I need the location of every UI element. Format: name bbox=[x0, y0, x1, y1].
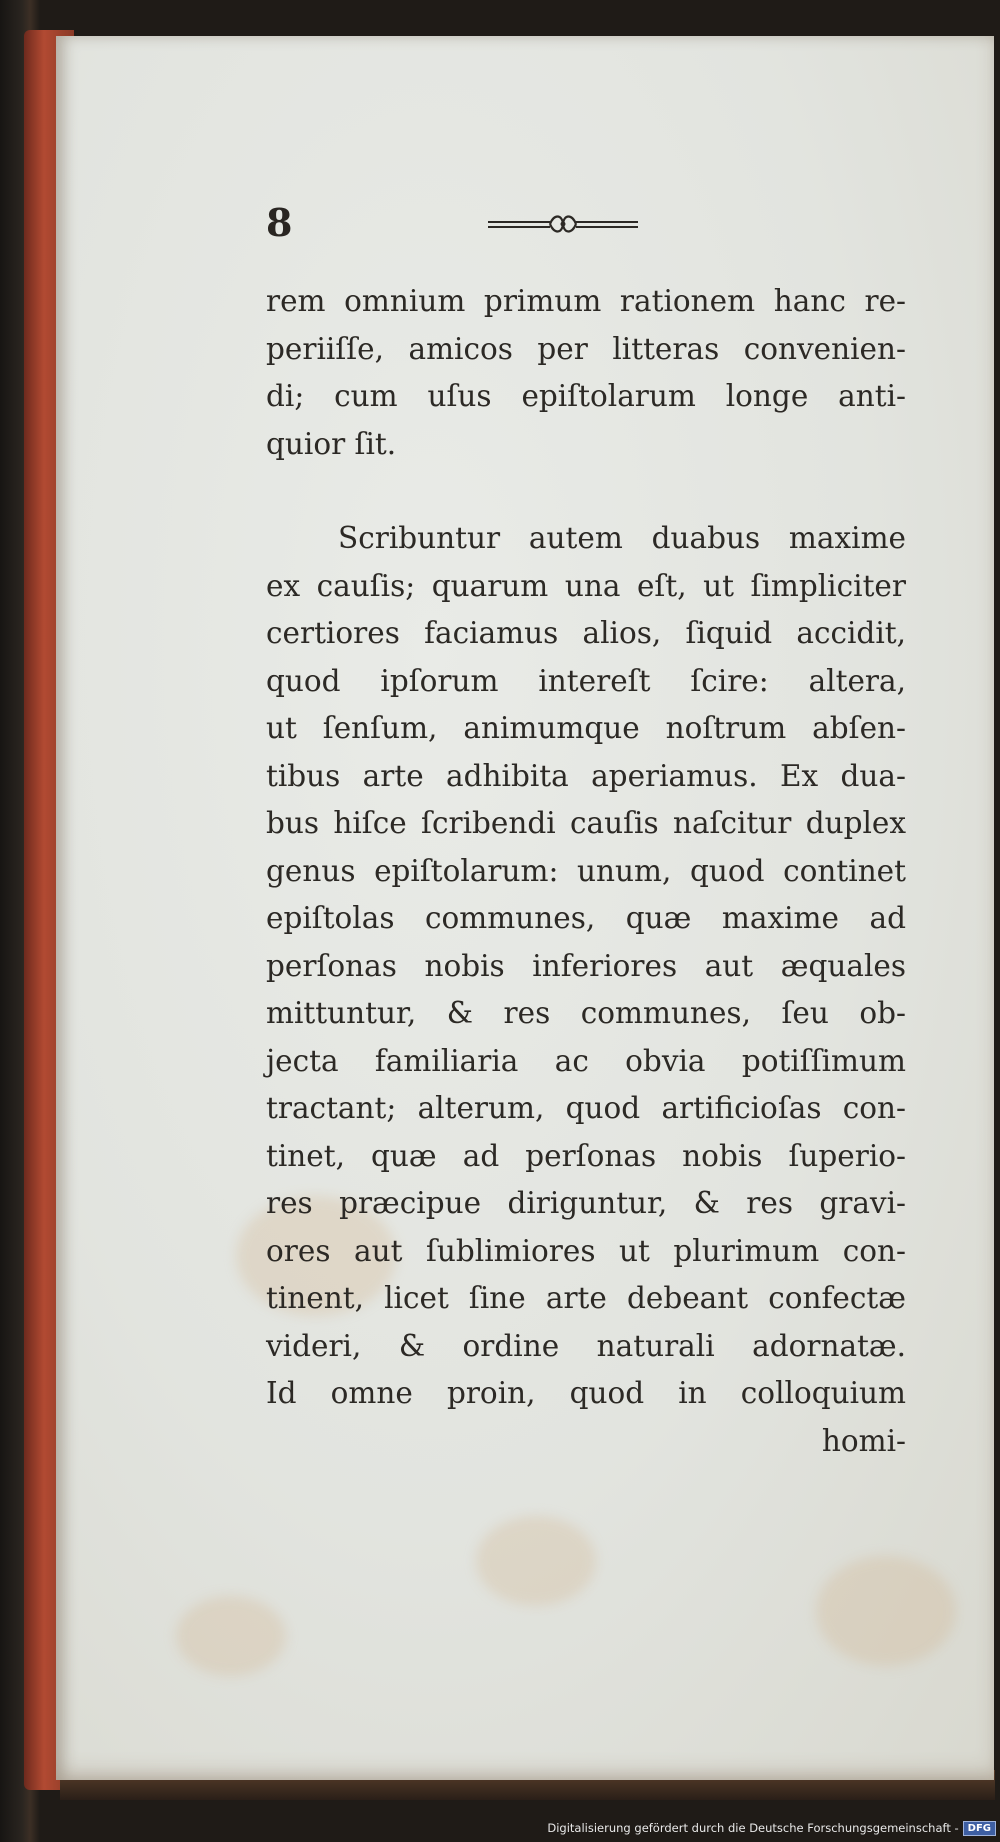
credit-text: Digitalisierung gefördert durch die Deutsche Forschungsgemeinschaft - bbox=[547, 1821, 959, 1835]
text-line: bus hiſce ſcribendi cauſis naſcitur duplex bbox=[266, 806, 906, 840]
text-line: tibus arte adhibita aperiamus. Ex dua- bbox=[266, 758, 906, 793]
text-line: perſonas nobis inferiores aut æquales bbox=[266, 948, 906, 983]
text-line: genus epiſtolarum: unum, quod continet bbox=[266, 853, 906, 888]
text-line: quod ipſorum intereſt ſcire: altera, bbox=[266, 663, 906, 698]
text-line: videri, & ordine naturali adornatæ. bbox=[266, 1328, 906, 1363]
dfg-logo-icon: DFG bbox=[963, 1821, 996, 1836]
text-line: epiſtolas communes, quæ maxime ad bbox=[266, 901, 906, 935]
text-line: Scribuntur autem duabus maxime bbox=[338, 521, 906, 555]
text-line: ut ſenſum, animumque noſtrum abſen- bbox=[266, 711, 906, 745]
catchword: homi- bbox=[821, 1423, 906, 1458]
text-line: rem omnium primum rationem hanc re- bbox=[266, 284, 906, 318]
digitization-credit bbox=[547, 1818, 996, 1838]
text-line: tinent, licet ſine arte debeant confectæ bbox=[266, 1281, 906, 1315]
text-line: tractant; alterum, quod artificioſas con- bbox=[266, 1091, 906, 1125]
text-line: ores aut ſublimiores ut plurimum con- bbox=[266, 1233, 906, 1268]
text-line: Id omne proin, quod in colloquium bbox=[266, 1376, 906, 1410]
text-line: certiores faciamus alios, ſiquid accidit, bbox=[266, 616, 906, 650]
page-header bbox=[266, 200, 906, 250]
paper-stain bbox=[476, 1516, 596, 1606]
text-line: di; cum uſus epiſtolarum longe anti- bbox=[266, 379, 906, 413]
body-text bbox=[266, 278, 906, 1465]
paragraph-gap bbox=[266, 468, 906, 515]
text-line: jecta familiaria ac obvia potiſſimum bbox=[266, 1043, 906, 1078]
paper-stain bbox=[176, 1596, 286, 1676]
text-line: periiſſe, amicos per litteras convenien- bbox=[266, 331, 906, 366]
text-line: tinet, quæ ad perſonas nobis ſuperio- bbox=[266, 1138, 906, 1173]
text-line: quior ſit. bbox=[266, 426, 397, 461]
ornament-flourish-icon bbox=[488, 212, 638, 238]
paper-stain bbox=[816, 1556, 956, 1666]
page-number: 8 bbox=[266, 200, 293, 245]
text-line: res præcipue diriguntur, & res gravi- bbox=[266, 1186, 906, 1220]
text-line: ex cauſis; quarum una eſt, ut ſimpliciter bbox=[266, 568, 906, 603]
text-line: mittuntur, & res communes, ſeu ob- bbox=[266, 996, 906, 1030]
